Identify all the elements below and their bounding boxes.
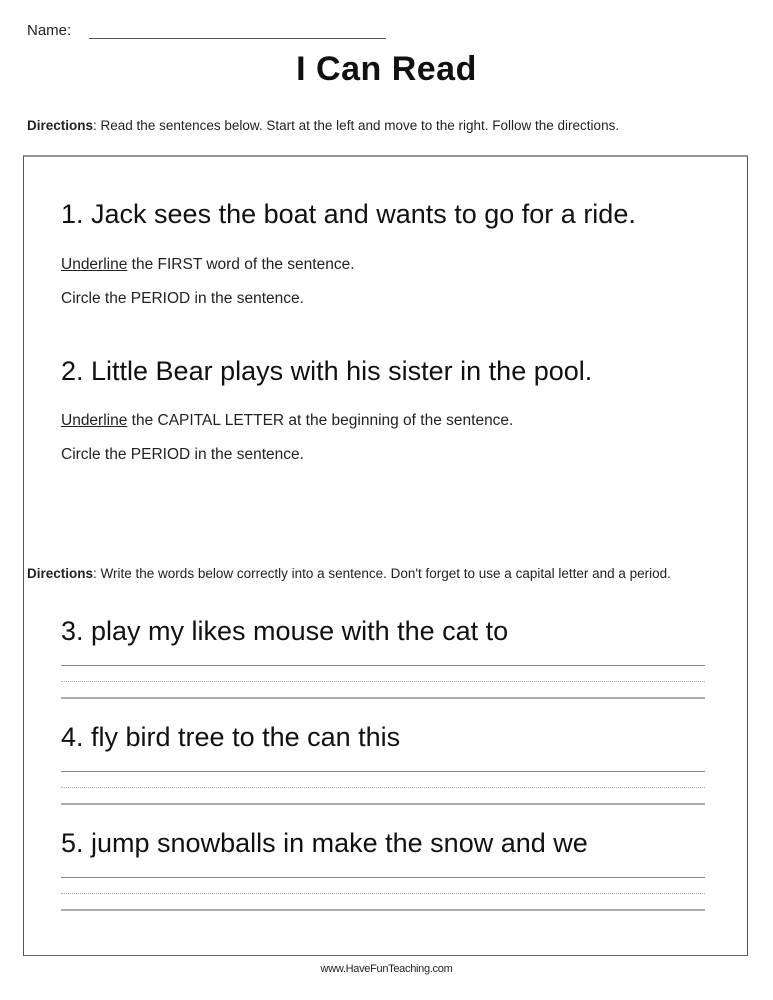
directions-label: Directions [27, 566, 94, 581]
name-label: Name: [27, 22, 72, 39]
directions-text: : Read the sentences below. Start at the left and move to the right. Follow the directions. [93, 118, 620, 133]
directions-section-1 [27, 117, 619, 134]
instruction-2b [61, 446, 304, 464]
write-line-top-5[interactable] [61, 877, 705, 878]
write-line-mid-3[interactable] [61, 681, 705, 682]
instruction-text: Circle the PERIOD in the sentence. [61, 290, 304, 307]
underline-keyword: Underline [61, 412, 128, 429]
scrambled-sentence-3: 3. play my likes mouse with the cat to [61, 616, 509, 646]
scrambled-sentence-5: 5. jump snowballs in make the snow and we [61, 828, 588, 858]
worksheet-title: I Can Read [296, 50, 477, 88]
footer-website: www.HaveFunTeaching.com [320, 963, 453, 975]
instruction-text: the CAPITAL LETTER at the beginning of the sentence. [127, 412, 514, 429]
directions-text: : Write the words below correctly into a sentence. Don't forget to use a capital letter and a period. [93, 566, 671, 581]
write-line-bottom-5[interactable] [61, 909, 705, 911]
instruction-1a [61, 256, 355, 274]
sentence-1: 1. Jack sees the boat and wants to go for a ride. [61, 199, 636, 229]
write-line-mid-4[interactable] [61, 787, 705, 788]
write-line-bottom-4[interactable] [61, 803, 705, 805]
instruction-1b [61, 290, 304, 308]
scrambled-sentence-4: 4. fly bird tree to the can this [61, 722, 401, 752]
directions-label: Directions [27, 118, 94, 133]
write-line-top-3[interactable] [61, 665, 705, 666]
write-line-mid-5[interactable] [61, 893, 705, 894]
name-write-line[interactable] [89, 38, 386, 39]
sentence-2: 2. Little Bear plays with his sister in the pool. [61, 356, 593, 386]
instruction-2a [61, 412, 513, 430]
instruction-text: Circle the PERIOD in the sentence. [61, 446, 304, 463]
instruction-text: the FIRST word of the sentence. [127, 256, 355, 273]
write-line-bottom-3[interactable] [61, 697, 705, 699]
underline-keyword: Underline [61, 256, 128, 273]
write-line-top-4[interactable] [61, 771, 705, 772]
directions-section-2 [27, 565, 727, 582]
